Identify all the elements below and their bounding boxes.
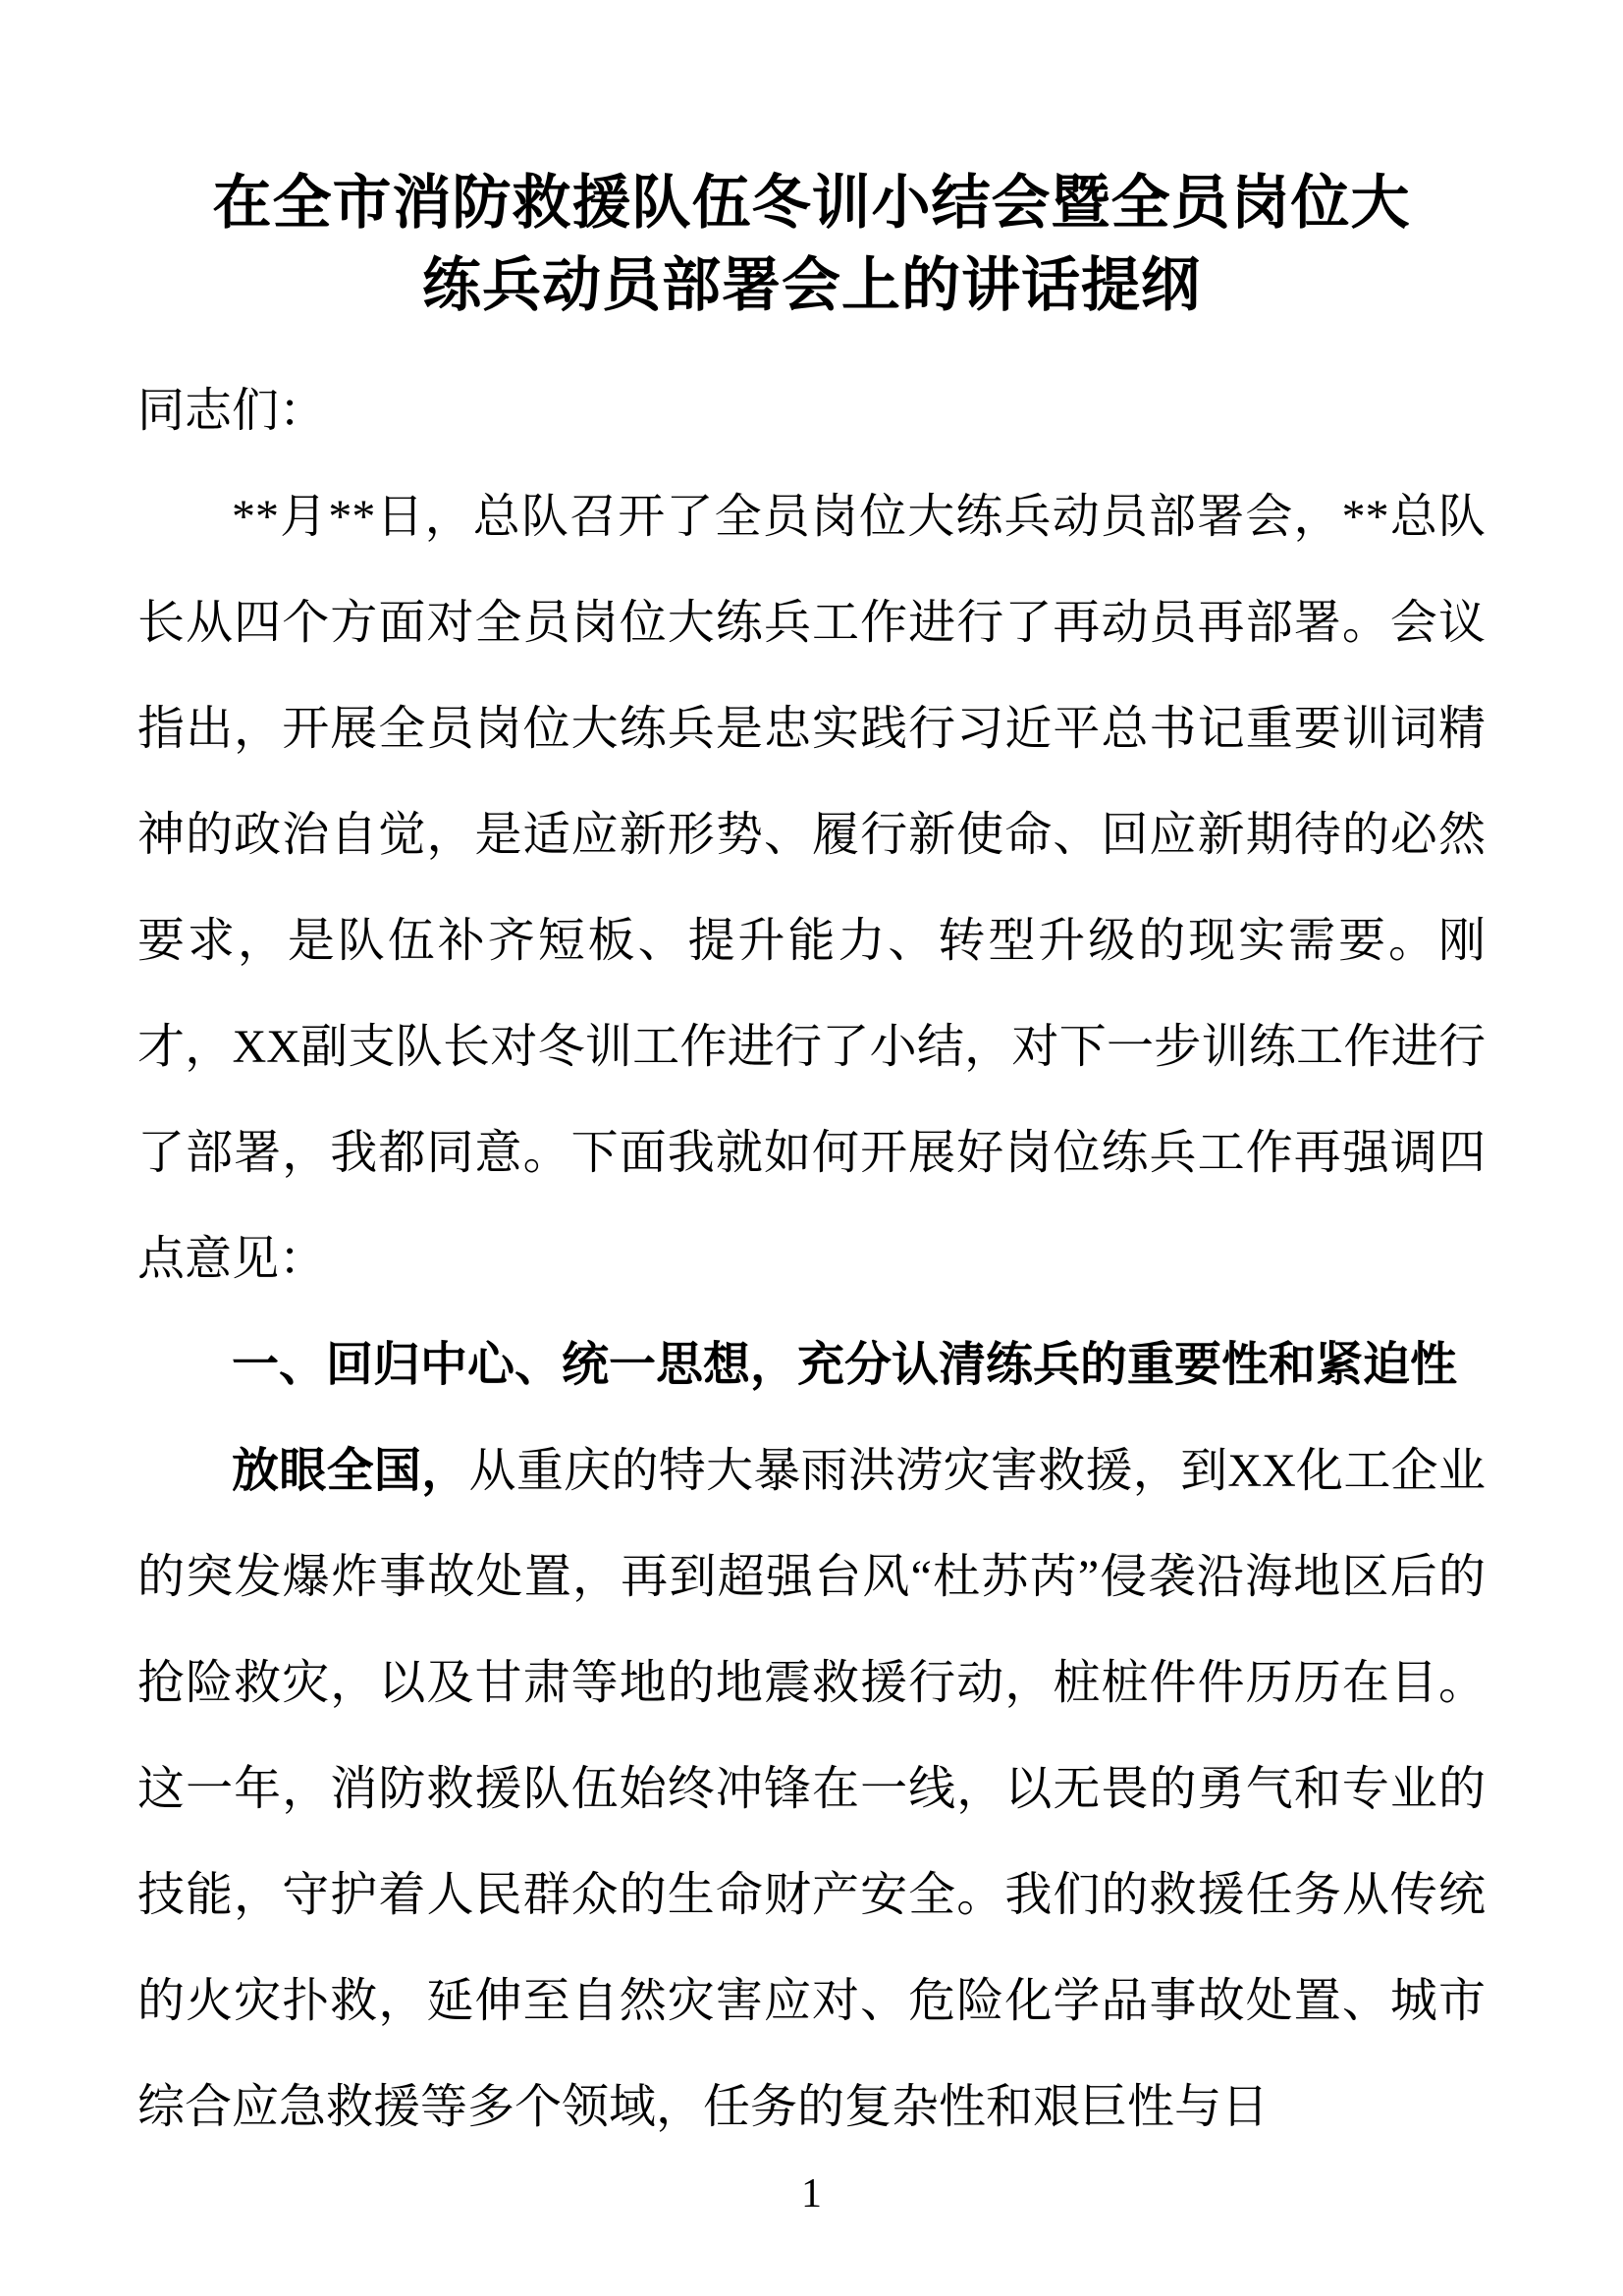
page-number: 1 — [801, 2171, 822, 2216]
document-title — [137, 162, 1486, 327]
paragraph-body-1-bold-lead: 放眼全国， — [232, 1445, 469, 1497]
document-title-line-1: 在全市消防救援队伍冬训小结会暨全员岗位大 — [212, 171, 1411, 236]
paragraph-body-1 — [137, 1418, 1486, 2161]
salutation: 同志们： — [137, 385, 327, 437]
document-body — [137, 358, 1486, 2161]
section-heading-1: 一、回归中心、统一思想，充分认清练兵的重要性和紧迫性 — [232, 1339, 1458, 1391]
paragraph-intro: **月**日，总队召开了全员岗位大练兵动员部署会，**总队长从四个方面对全员岗位大练兵工作进行了再动员再部署。会议指出，开展全员岗位大练兵是忠实践行习近平总书记重要训词精神的政治自觉，是适应新形势、履行新使命、回应新期待的必然要求，是队伍补齐短板、提升能力、转型升级的现实需要。刚才，XX副支队长对冬训工作进行了小结，对下一步训练工作进行了部署，我都同意。下面我就如何开展好岗位练兵工作再强调四点意见： — [137, 491, 1486, 1285]
document-title-line-2: 练兵动员部署会上的讲话提纲 — [422, 253, 1201, 318]
paragraph-body-1-text: 从重庆的特大暴雨洪涝灾害救援，到XX化工企业的突发爆炸事故处置，再到超强台风“杜苏芮”侵袭沿海地区后的抢险救灾，以及甘肃等地的地震救援行动，桩桩件件历历在目。这一年，消防救援队伍始终冲锋在一线，以无畏的勇气和专业的技能，守护着人民群众的生命财产安全。我们的救援任务从传统的火灾扑救，延伸至自然灾害应对、危险化学品事故处置、城市综合应急救援等多个领域，任务的复杂性和艰巨性与日 — [137, 1445, 1486, 2133]
